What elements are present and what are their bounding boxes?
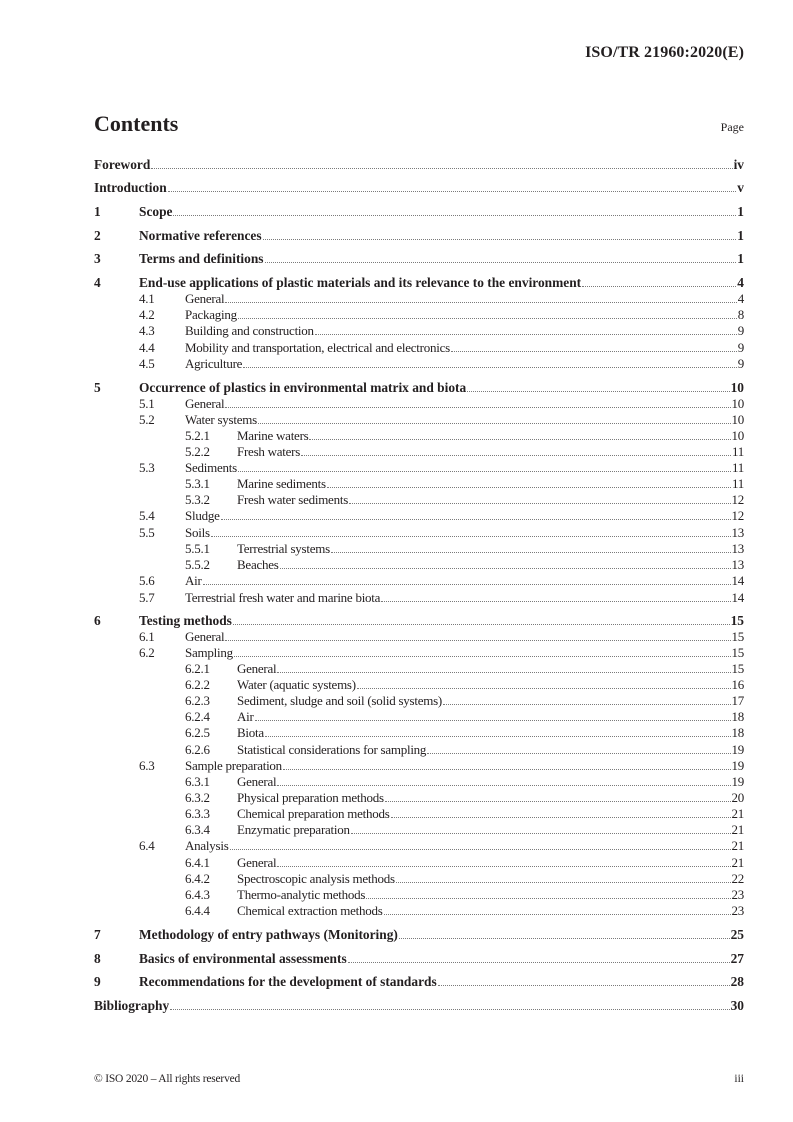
toc-entry-number: 4.2 <box>139 307 155 322</box>
toc-entry-label[interactable]: Chemical extraction methods <box>237 903 383 918</box>
dot-leader <box>265 736 731 737</box>
toc-entry-label[interactable]: Basics of environmental assessments <box>139 951 347 966</box>
toc-entry-number: 5.3 <box>139 460 155 475</box>
toc-entry-label[interactable]: Building and construction <box>185 323 314 338</box>
toc-entry-page[interactable]: 18 <box>731 725 744 740</box>
toc-entry[interactable] <box>94 725 744 741</box>
contents-heading-row <box>94 111 744 139</box>
toc-entry-label[interactable]: General <box>237 774 277 789</box>
toc-entry-label[interactable]: Chemical preparation methods <box>237 806 390 821</box>
toc-entry-label[interactable]: Agriculture <box>185 356 243 371</box>
toc-entry[interactable] <box>94 180 744 196</box>
toc-entry-page[interactable]: 8 <box>737 307 744 322</box>
toc-entry[interactable] <box>94 476 744 492</box>
toc-entry-page[interactable]: 19 <box>731 774 744 789</box>
toc-entry-page[interactable]: 9 <box>737 323 744 338</box>
toc-entry-number: 2 <box>94 228 101 243</box>
dot-leader <box>399 938 730 939</box>
toc-entry-page[interactable]: 15 <box>731 661 744 676</box>
toc-entry-label[interactable]: Physical preparation methods <box>237 790 384 805</box>
toc-entry-label[interactable]: Testing methods <box>139 613 232 628</box>
dot-leader <box>277 785 730 786</box>
dot-leader <box>327 487 731 488</box>
toc-entry-label[interactable]: Marine waters <box>237 428 309 443</box>
toc-entry-page[interactable]: 19 <box>731 742 744 757</box>
dot-leader <box>349 503 730 504</box>
toc-entry[interactable] <box>94 742 744 758</box>
toc-entry-label[interactable]: Mobility and transportation, electrical and electronics <box>185 340 450 355</box>
toc-entry[interactable] <box>94 228 744 244</box>
toc-entry[interactable] <box>94 951 744 967</box>
toc-entry-page[interactable]: 10 <box>731 396 744 411</box>
toc-entry-page[interactable]: 12 <box>731 492 744 507</box>
toc-entry-number: 5.3.2 <box>185 492 210 507</box>
dot-leader <box>351 833 731 834</box>
toc-entry-label[interactable]: General <box>237 661 277 676</box>
toc-entry-number: 6.2.6 <box>185 742 210 757</box>
dot-leader <box>255 720 731 721</box>
toc-entry[interactable] <box>94 887 744 903</box>
toc-entry[interactable] <box>94 460 744 476</box>
toc-entry-label[interactable]: Methodology of entry pathways (Monitoring) <box>139 927 398 942</box>
toc-entry-number: 6.4.2 <box>185 871 210 886</box>
toc-entry[interactable] <box>94 661 744 677</box>
dot-leader <box>427 753 730 754</box>
toc-entry[interactable] <box>94 492 744 508</box>
toc-entry-number: 6.1 <box>139 629 155 644</box>
dot-leader <box>258 423 731 424</box>
toc-entry-label[interactable]: Bibliography <box>94 998 170 1013</box>
toc-entry-number: 5.2.2 <box>185 444 210 459</box>
toc-entry-label[interactable]: Recommendations for the development of standards <box>139 974 437 989</box>
toc-entry[interactable] <box>94 356 744 372</box>
dot-leader <box>443 704 731 705</box>
toc-entry[interactable] <box>94 275 744 291</box>
toc-entry-page[interactable]: v <box>737 180 744 195</box>
toc-entry-number: 5.1 <box>139 396 155 411</box>
dot-leader <box>173 215 736 216</box>
dot-leader <box>467 391 729 392</box>
toc-entry-number: 6 <box>94 613 101 628</box>
toc-entry-page[interactable]: 16 <box>731 677 744 692</box>
toc-entry[interactable] <box>94 508 744 524</box>
toc-entry[interactable] <box>94 157 744 173</box>
toc-entry-number: 6.2.2 <box>185 677 210 692</box>
dot-leader <box>225 302 736 303</box>
toc-entry-number: 5.7 <box>139 590 155 605</box>
dot-leader <box>225 640 730 641</box>
toc-entry-label[interactable]: Enzymatic preparation <box>237 822 350 837</box>
dot-leader <box>357 688 731 689</box>
toc-entry-page[interactable]: 1 <box>737 204 744 219</box>
toc-entry[interactable] <box>94 204 744 220</box>
dot-leader <box>243 367 737 368</box>
toc-entry-page[interactable]: 21 <box>731 855 744 870</box>
toc-entry[interactable] <box>94 251 744 267</box>
toc-entry[interactable] <box>94 541 744 557</box>
toc-entry[interactable] <box>94 525 744 541</box>
toc-entry-label[interactable]: Marine sediments <box>237 476 326 491</box>
toc-entry-number: 6.2.3 <box>185 693 210 708</box>
toc-entry[interactable] <box>94 790 744 806</box>
toc-entry-label[interactable]: Terrestrial systems <box>237 541 330 556</box>
toc-entry[interactable] <box>94 871 744 887</box>
toc-entry-label[interactable]: Biota <box>237 725 264 740</box>
dot-leader <box>233 624 730 625</box>
toc-entry[interactable] <box>94 590 744 606</box>
toc-entry-page[interactable]: 15 <box>730 613 744 628</box>
toc-entry-page[interactable]: 4 <box>737 291 744 306</box>
toc-entry-label[interactable]: Sediment, sludge and soil (solid systems) <box>237 693 442 708</box>
toc-entry[interactable] <box>94 396 744 412</box>
toc-entry-label[interactable]: Fresh waters <box>237 444 301 459</box>
toc-entry-number: 1 <box>94 204 101 219</box>
toc-entry-label[interactable]: Soils <box>185 525 210 540</box>
toc-entry[interactable] <box>94 613 744 629</box>
toc-entry-label[interactable]: Scope <box>139 204 173 219</box>
toc-entry-number: 8 <box>94 951 101 966</box>
toc-entry-number: 4.3 <box>139 323 155 338</box>
toc-entry[interactable] <box>94 693 744 709</box>
dot-leader <box>238 318 737 319</box>
toc-entry[interactable] <box>94 557 744 573</box>
toc-entry-label[interactable]: Statistical considerations for sampling <box>237 742 427 757</box>
dot-leader <box>277 672 730 673</box>
toc-entry-page[interactable]: 11 <box>731 476 744 491</box>
toc-entry-page[interactable]: 23 <box>731 903 744 918</box>
toc-entry-page[interactable]: 15 <box>731 629 744 644</box>
toc-entry-page[interactable]: 14 <box>731 573 744 588</box>
toc-entry-label[interactable]: Terrestrial fresh water and marine biota <box>185 590 381 605</box>
toc-entry-number: 6.3.1 <box>185 774 210 789</box>
toc-entry[interactable] <box>94 380 744 396</box>
dot-leader <box>234 656 731 657</box>
toc-entry-number: 6.3.4 <box>185 822 210 837</box>
dot-leader <box>315 334 737 335</box>
toc-entry-label[interactable]: Terms and definitions <box>139 251 264 266</box>
toc-entry[interactable] <box>94 758 744 774</box>
page-number: iii <box>734 1073 744 1085</box>
toc-entry-label[interactable]: Normative references <box>139 228 262 243</box>
dot-leader <box>348 962 730 963</box>
dot-leader <box>309 439 730 440</box>
page-column-label: Page <box>720 120 744 134</box>
toc-entry-number: 6.3 <box>139 758 155 773</box>
toc-entry-page[interactable]: 11 <box>731 444 744 459</box>
toc-entry-label[interactable]: Foreword <box>94 157 151 172</box>
dot-leader <box>396 882 731 883</box>
toc-entry-number: 5 <box>94 380 101 395</box>
toc-entry-page[interactable]: 21 <box>731 822 744 837</box>
toc-entry-page[interactable]: 23 <box>731 887 744 902</box>
toc-entry-page[interactable]: 13 <box>731 557 744 572</box>
toc-entry[interactable] <box>94 645 744 661</box>
toc-entry-number: 7 <box>94 927 101 942</box>
toc-entry[interactable] <box>94 838 744 854</box>
toc-entry-page[interactable]: 21 <box>731 806 744 821</box>
toc-entry-page[interactable]: 14 <box>731 590 744 605</box>
toc-entry-number: 5.4 <box>139 508 155 523</box>
toc-entry-number: 6.2.1 <box>185 661 210 676</box>
toc-entry-page[interactable]: 17 <box>731 693 744 708</box>
toc-entry-page[interactable]: 10 <box>731 412 744 427</box>
toc-entry-page[interactable]: 12 <box>731 508 744 523</box>
toc-entry[interactable] <box>94 340 744 356</box>
toc-entry-page[interactable]: 10 <box>731 428 744 443</box>
dot-leader <box>582 286 736 287</box>
dot-leader <box>301 455 731 456</box>
dot-leader <box>238 471 731 472</box>
toc-entry-number: 6.4 <box>139 838 155 853</box>
toc-entry-number: 4.5 <box>139 356 155 371</box>
toc-entry-label[interactable]: Air <box>185 573 202 588</box>
toc-entry-label[interactable]: General <box>185 291 225 306</box>
toc-entry[interactable] <box>94 677 744 693</box>
toc-entry-number: 4 <box>94 275 101 290</box>
toc-entry-number: 5.2 <box>139 412 155 427</box>
toc-entry-number: 4.1 <box>139 291 155 306</box>
toc-entry-page[interactable]: 9 <box>737 356 744 371</box>
toc-entry-label[interactable]: Occurrence of plastics in environmental matrix and biota <box>139 380 467 395</box>
toc-entry-page[interactable]: 22 <box>731 871 744 886</box>
toc-entry-label[interactable]: Analysis <box>185 838 229 853</box>
toc-entry-page[interactable]: 30 <box>730 998 744 1013</box>
toc-entry-label[interactable]: Beaches <box>237 557 279 572</box>
dot-leader <box>265 262 737 263</box>
dot-leader <box>366 898 730 899</box>
toc-entry-number: 6.2.5 <box>185 725 210 740</box>
toc-entry-number: 9 <box>94 974 101 989</box>
toc-entry-label[interactable]: Sample preparation <box>185 758 282 773</box>
toc-entry-label[interactable]: Water (aquatic systems) <box>237 677 356 692</box>
dot-leader <box>280 568 731 569</box>
toc-entry-page[interactable]: 28 <box>730 974 744 989</box>
toc-entry-number: 6.3.2 <box>185 790 210 805</box>
toc-entry-page[interactable]: 11 <box>731 460 744 475</box>
toc-entry-label[interactable]: Packaging <box>185 307 237 322</box>
toc-entry-number: 4.4 <box>139 340 155 355</box>
dot-leader <box>230 849 731 850</box>
toc-entry-number: 5.2.1 <box>185 428 210 443</box>
toc-entry[interactable] <box>94 291 744 307</box>
document-code: ISO/TR 21960:2020(E) <box>585 44 744 61</box>
toc-entry[interactable] <box>94 444 744 460</box>
dot-leader <box>384 914 731 915</box>
toc-entry-label[interactable]: End-use applications of plastic materials and its relevance to the environment <box>139 275 582 290</box>
toc-entry-page[interactable]: 25 <box>730 927 744 942</box>
toc-entry-label[interactable]: General <box>185 629 225 644</box>
toc-entry-number: 6.4.1 <box>185 855 210 870</box>
toc-entry-page[interactable]: 18 <box>731 709 744 724</box>
toc-entry[interactable] <box>94 629 744 645</box>
toc-entry-label[interactable]: Spectroscopic analysis methods <box>237 871 395 886</box>
toc-entry[interactable] <box>94 428 744 444</box>
toc-entry[interactable] <box>94 855 744 871</box>
dot-leader <box>170 1009 729 1010</box>
toc-entry-number: 6.2.4 <box>185 709 210 724</box>
toc-entry-label[interactable]: Introduction <box>94 180 167 195</box>
toc-entry-number: 5.5.2 <box>185 557 210 572</box>
dot-leader <box>381 601 730 602</box>
toc-entry[interactable] <box>94 323 744 339</box>
toc-entry-page[interactable]: 9 <box>737 340 744 355</box>
contents-title: Contents <box>94 111 179 136</box>
dot-leader <box>283 769 731 770</box>
dot-leader <box>168 191 737 192</box>
toc-entry[interactable] <box>94 806 744 822</box>
toc-entry-page[interactable]: 1 <box>737 228 744 243</box>
toc-entry-label[interactable]: Sediments <box>185 460 237 475</box>
toc-entry-label[interactable]: Thermo-analytic methods <box>237 887 366 902</box>
toc-entry-page[interactable]: iv <box>733 157 744 172</box>
toc-entry-label[interactable]: Water systems <box>185 412 257 427</box>
toc-entry-label[interactable]: Air <box>237 709 254 724</box>
toc-entry-page[interactable]: 13 <box>731 541 744 556</box>
toc-entry-number: 3 <box>94 251 101 266</box>
toc-entry[interactable] <box>94 573 744 589</box>
toc-entry-page[interactable]: 10 <box>730 380 744 395</box>
dot-leader <box>451 351 737 352</box>
dot-leader <box>225 407 730 408</box>
dot-leader <box>385 801 731 802</box>
toc-entry[interactable] <box>94 822 744 838</box>
toc-entry-page[interactable]: 20 <box>731 790 744 805</box>
dot-leader <box>438 985 730 986</box>
dot-leader <box>151 168 732 169</box>
toc-entry-label[interactable]: Sludge <box>185 508 220 523</box>
toc-entry-number: 6.2 <box>139 645 155 660</box>
toc-entry-page[interactable]: 15 <box>731 645 744 660</box>
dot-leader <box>203 584 731 585</box>
toc-entry-number: 6.4.3 <box>185 887 210 902</box>
toc-entry-number: 5.6 <box>139 573 155 588</box>
toc-entry-number: 5.5.1 <box>185 541 210 556</box>
toc-entry[interactable] <box>94 412 744 428</box>
toc-entry-page[interactable]: 27 <box>730 951 744 966</box>
dot-leader <box>221 519 731 520</box>
toc-entry-label[interactable]: General <box>185 396 225 411</box>
toc-entry[interactable] <box>94 709 744 725</box>
toc-entry-number: 5.5 <box>139 525 155 540</box>
toc-entry-page[interactable]: 1 <box>737 251 744 266</box>
toc-entry-page[interactable]: 13 <box>731 525 744 540</box>
dot-leader <box>331 552 731 553</box>
toc-entry[interactable] <box>94 307 744 323</box>
toc-entry-label[interactable]: General <box>237 855 277 870</box>
toc-entry-page[interactable]: 19 <box>731 758 744 773</box>
copyright-notice: © ISO 2020 – All rights reserved <box>94 1073 241 1085</box>
toc-entry-number: 6.4.4 <box>185 903 210 918</box>
toc-entry-label[interactable]: Fresh water sediments <box>237 492 349 507</box>
dot-leader <box>263 239 737 240</box>
dot-leader <box>391 817 731 818</box>
toc-entry[interactable] <box>94 998 744 1014</box>
toc-entry[interactable] <box>94 974 744 990</box>
dot-leader <box>211 536 731 537</box>
toc-entry[interactable] <box>94 903 744 919</box>
dot-leader <box>277 866 730 867</box>
toc-entry-page[interactable]: 21 <box>731 838 744 853</box>
toc-entry[interactable] <box>94 774 744 790</box>
toc-entry-label[interactable]: Sampling <box>185 645 233 660</box>
toc-entry-page[interactable]: 4 <box>737 275 744 290</box>
toc-entry[interactable] <box>94 927 744 943</box>
toc-entry-number: 5.3.1 <box>185 476 210 491</box>
toc-entry-number: 6.3.3 <box>185 806 210 821</box>
